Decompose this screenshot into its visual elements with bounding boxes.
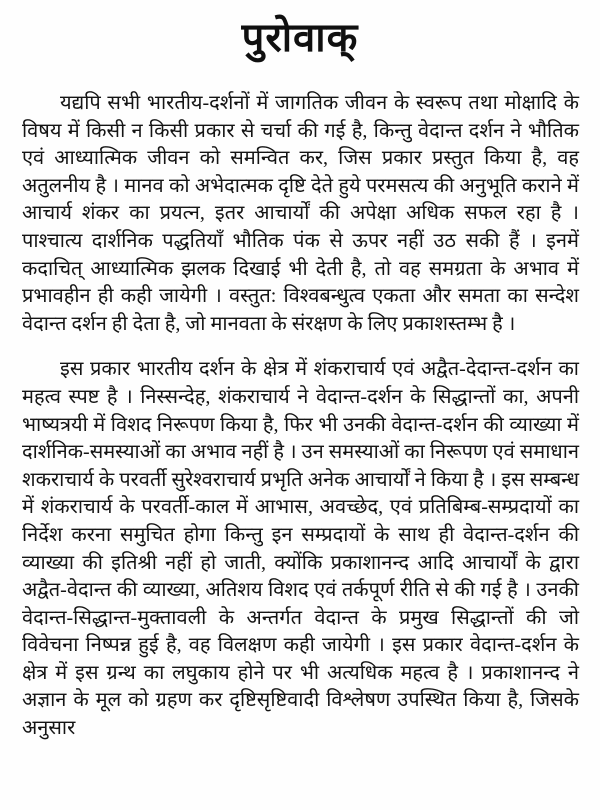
page-title: पुरोवाक् [241, 15, 359, 60]
paragraph-2: इस प्रकार भारतीय दर्शन के क्षेत्र में शंकराचार्य एवं अद्वैत-देदान्त-दर्शन का महत्व स्पष्ट है । निस्सन्देह, शंकराचार्य ने वेदान्त-दर्शन के सिद्धान्तों का, अपनी भाष्यत्रयी में विशद निरूपण किया है, फिर भी उनकी वेदान्त-दर्शन की व्याख्या में दार्शनिक-समस्याओं का अभाव नहीं है । उन समस्याओं का निरूपण एवं समाधान शकराचार्य के परवर्ती सुरेश्वराचार्य प्रभृति अनेक आचार्यों ने किया है । इस सम्बन्ध में शंकराचार्य के परवर्ती-काल में आभास, अवच्छेद, एवं प्रतिबिम्ब-सम्प्रदायों का निर्देश करना समुचित होगा किन्तु इन सम्प्रदायों के साथ ही वेदान्त-दर्शन की व्याख्या की इतिश्री नहीं हो जाती, क्योंकि प्रकाशानन्द आदि आचार्यों के द्वारा अद्वैत-वेदान्त की व्याख्या, अतिशय विशद एवं तर्कपूर्ण रीति से की गई है । उनकी वेदान्त-सिद्धान्त-मुक्तावली के अन्तर्गत वेदान्त के प्रमुख सिद्धान्तों की जो विवेचना निष्पन्न हुई है, वह विलक्षण कही जायेगी । इस प्रकार वेदान्त-दर्शन के क्षेत्र में इस ग्रन्थ का लघुकाय होने पर भी अत्यधिक महत्व है । प्रकाशानन्द ने अज्ञान के मूल को ग्रहण कर दृष्टिसृष्टिवादी विश्लेषण उपस्थित किया है, जिसके अनुसार [22, 358, 579, 740]
page-body [0, 90, 600, 743]
paragraph-1: यद्यपि सभी भारतीय-दर्शनों में जागतिक जीवन के स्वरूप तथा मोक्षादि के विषय में किसी न किसी प्रकार से चर्चा की गई है, किन्तु वेदान्त दर्शन ने भौतिक एवं आध्यात्मिक जीवन को समन्वित कर, जिस प्रकार प्रस्तुत किया है, वह अतुलनीय है । मानव को अभेदात्मक दृष्टि देते हुये परमसत्य की अनुभूति कराने में आचार्य शंकर का प्रयत्न, इतर आचार्यों की अपेक्षा अधिक सफल रहा है । पाश्चात्य दार्शनिक पद्धतियाँ भौतिक पंक से ऊपर नहीं उठ सकी हैं । इनमें कदाचित् आध्यात्मिक झलक दिखाई भी देती है, तो वह समग्रता के अभाव में प्रभावहीन ही कही जायेगी । वस्तुत: विश्वबन्धुत्व एकता और समता का सन्देश वेदान्त दर्शन ही देता है, जो मानवता के संरक्षण के लिए प्रकाशस्तम्भ है । [22, 92, 579, 335]
